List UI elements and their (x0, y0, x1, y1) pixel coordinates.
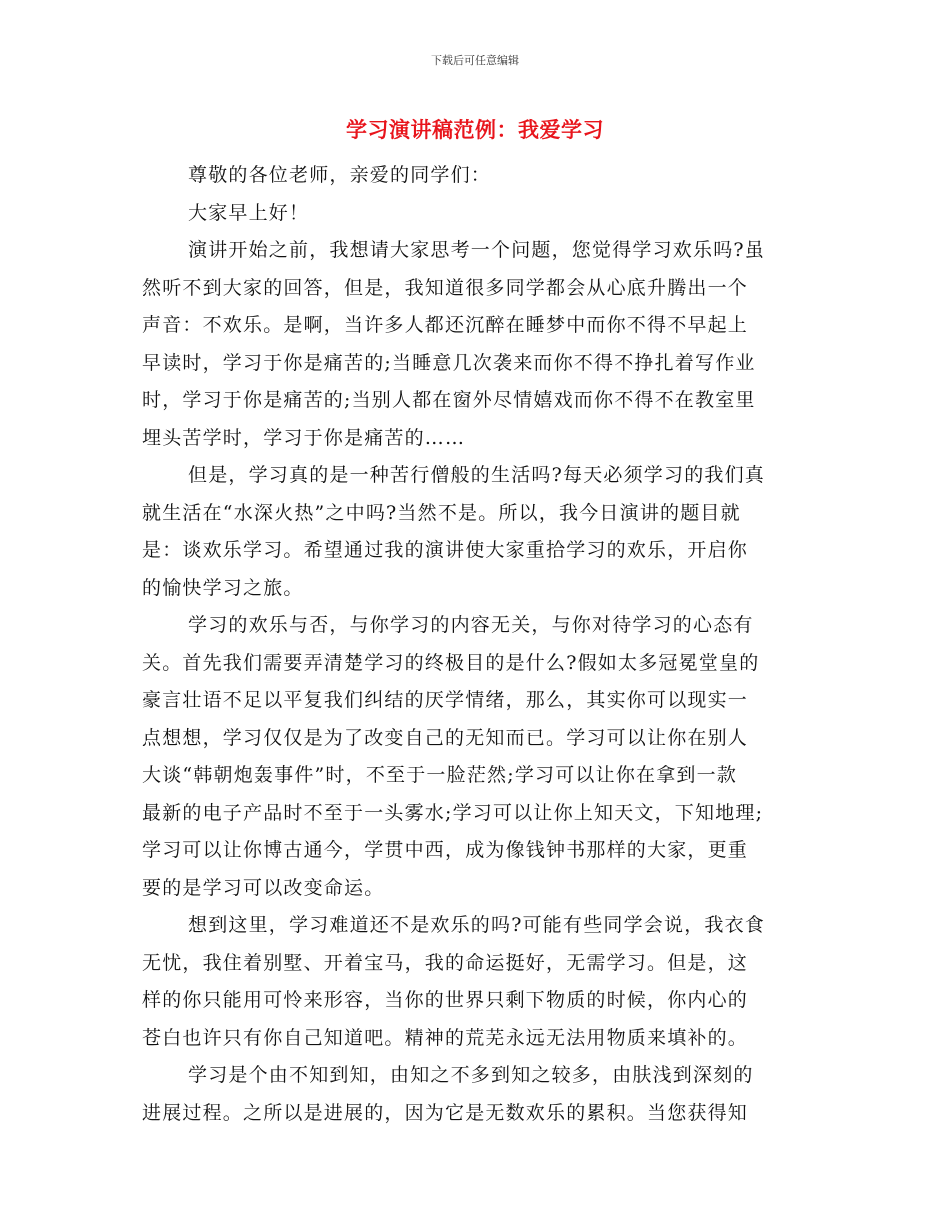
text-line: 是：谈欢乐学习。希望通过我的演讲使大家重拾学习的欢乐，开启你 (142, 539, 749, 561)
text-line: 然听不到大家的回答，但是，我知道很多同学都会从心底升腾出一个 (142, 276, 749, 299)
text-line: 学习是个由不知到知，由知之不多到知之较多，由肤浅到深刻的 (188, 1064, 754, 1086)
text-line: 关。首先我们需要弄清楚学习的终极目的是什么?假如太多冠冕堂皇的 (142, 651, 760, 674)
text-line: 演讲开始之前，我想请大家思考一个问题，您觉得学习欢乐吗?虽 (188, 239, 765, 261)
text-line: 学习可以让你博古通今，学贯中西，成为像钱钟书那样的大家，更重 (142, 839, 749, 861)
header-note: 下载后可任意编辑 (431, 54, 519, 67)
text-line: 进展过程。之所以是进展的，因为它是无数欢乐的累积。当您获得知 (142, 1101, 749, 1124)
text-line: 豪言壮语不足以平复我们纠结的厌学情绪，那么，其实你可以现实一 (142, 689, 749, 711)
text-line: 但是，学习真的是一种苦行僧般的生活吗?每天必须学习的我们真 (188, 464, 765, 486)
text-line: 时，学习于你是痛苦的;当别人都在窗外尽情嬉戏而你不得不在教室里 (142, 389, 756, 411)
text-line: 大家早上好！ (188, 201, 310, 224)
text-line: 最新的电子产品时不至于一头雾水;学习可以让你上知天文，下知地理; (142, 801, 764, 824)
text-line: 的愉快学习之旅。 (142, 576, 304, 599)
text-line: 苍白也许只有你自己知道吧。精神的荒芜永远无法用物质来填补的。 (142, 1026, 749, 1049)
text-line: 尊敬的各位老师，亲爱的同学们： (188, 164, 492, 186)
document-title: 学习演讲稿范例：我爱学习 (346, 118, 604, 142)
text-line: 大谈“韩朝炮轰事件”时，不至于一脸茫然;学习可以让你在拿到一款 (142, 764, 738, 786)
text-line: 埋头苦学时，学习于你是痛苦的…… (142, 426, 466, 449)
text-line: 想到这里，学习难道还不是欢乐的吗?可能有些同学会说，我衣食 (188, 914, 765, 936)
speech-body (142, 157, 810, 1132)
text-line: 早读时，学习于你是痛苦的;当睡意几次袭来而你不得不挣扎着写作业 (142, 351, 756, 374)
text-line: 无忧，我住着别墅、开着宝马，我的命运挺好，无需学习。但是，这 (142, 951, 749, 974)
text-line: 要的是学习可以改变命运。 (142, 876, 385, 899)
text-line: 学习的欢乐与否，与你学习的内容无关，与你对待学习的心态有 (188, 614, 754, 636)
text-line: 点想想，学习仅仅是为了改变自己的无知而已。学习可以让你在别人 (142, 726, 749, 749)
text-line: 样的你只能用可怜来形容，当你的世界只剩下物质的时候，你内心的 (142, 989, 749, 1011)
text-line: 声音：不欢乐。是啊，当许多人都还沉醉在睡梦中而你不得不早起上 (142, 314, 749, 336)
text-line: 就生活在“水深火热”之中吗?当然不是。所以，我今日演讲的题目就 (142, 501, 741, 524)
